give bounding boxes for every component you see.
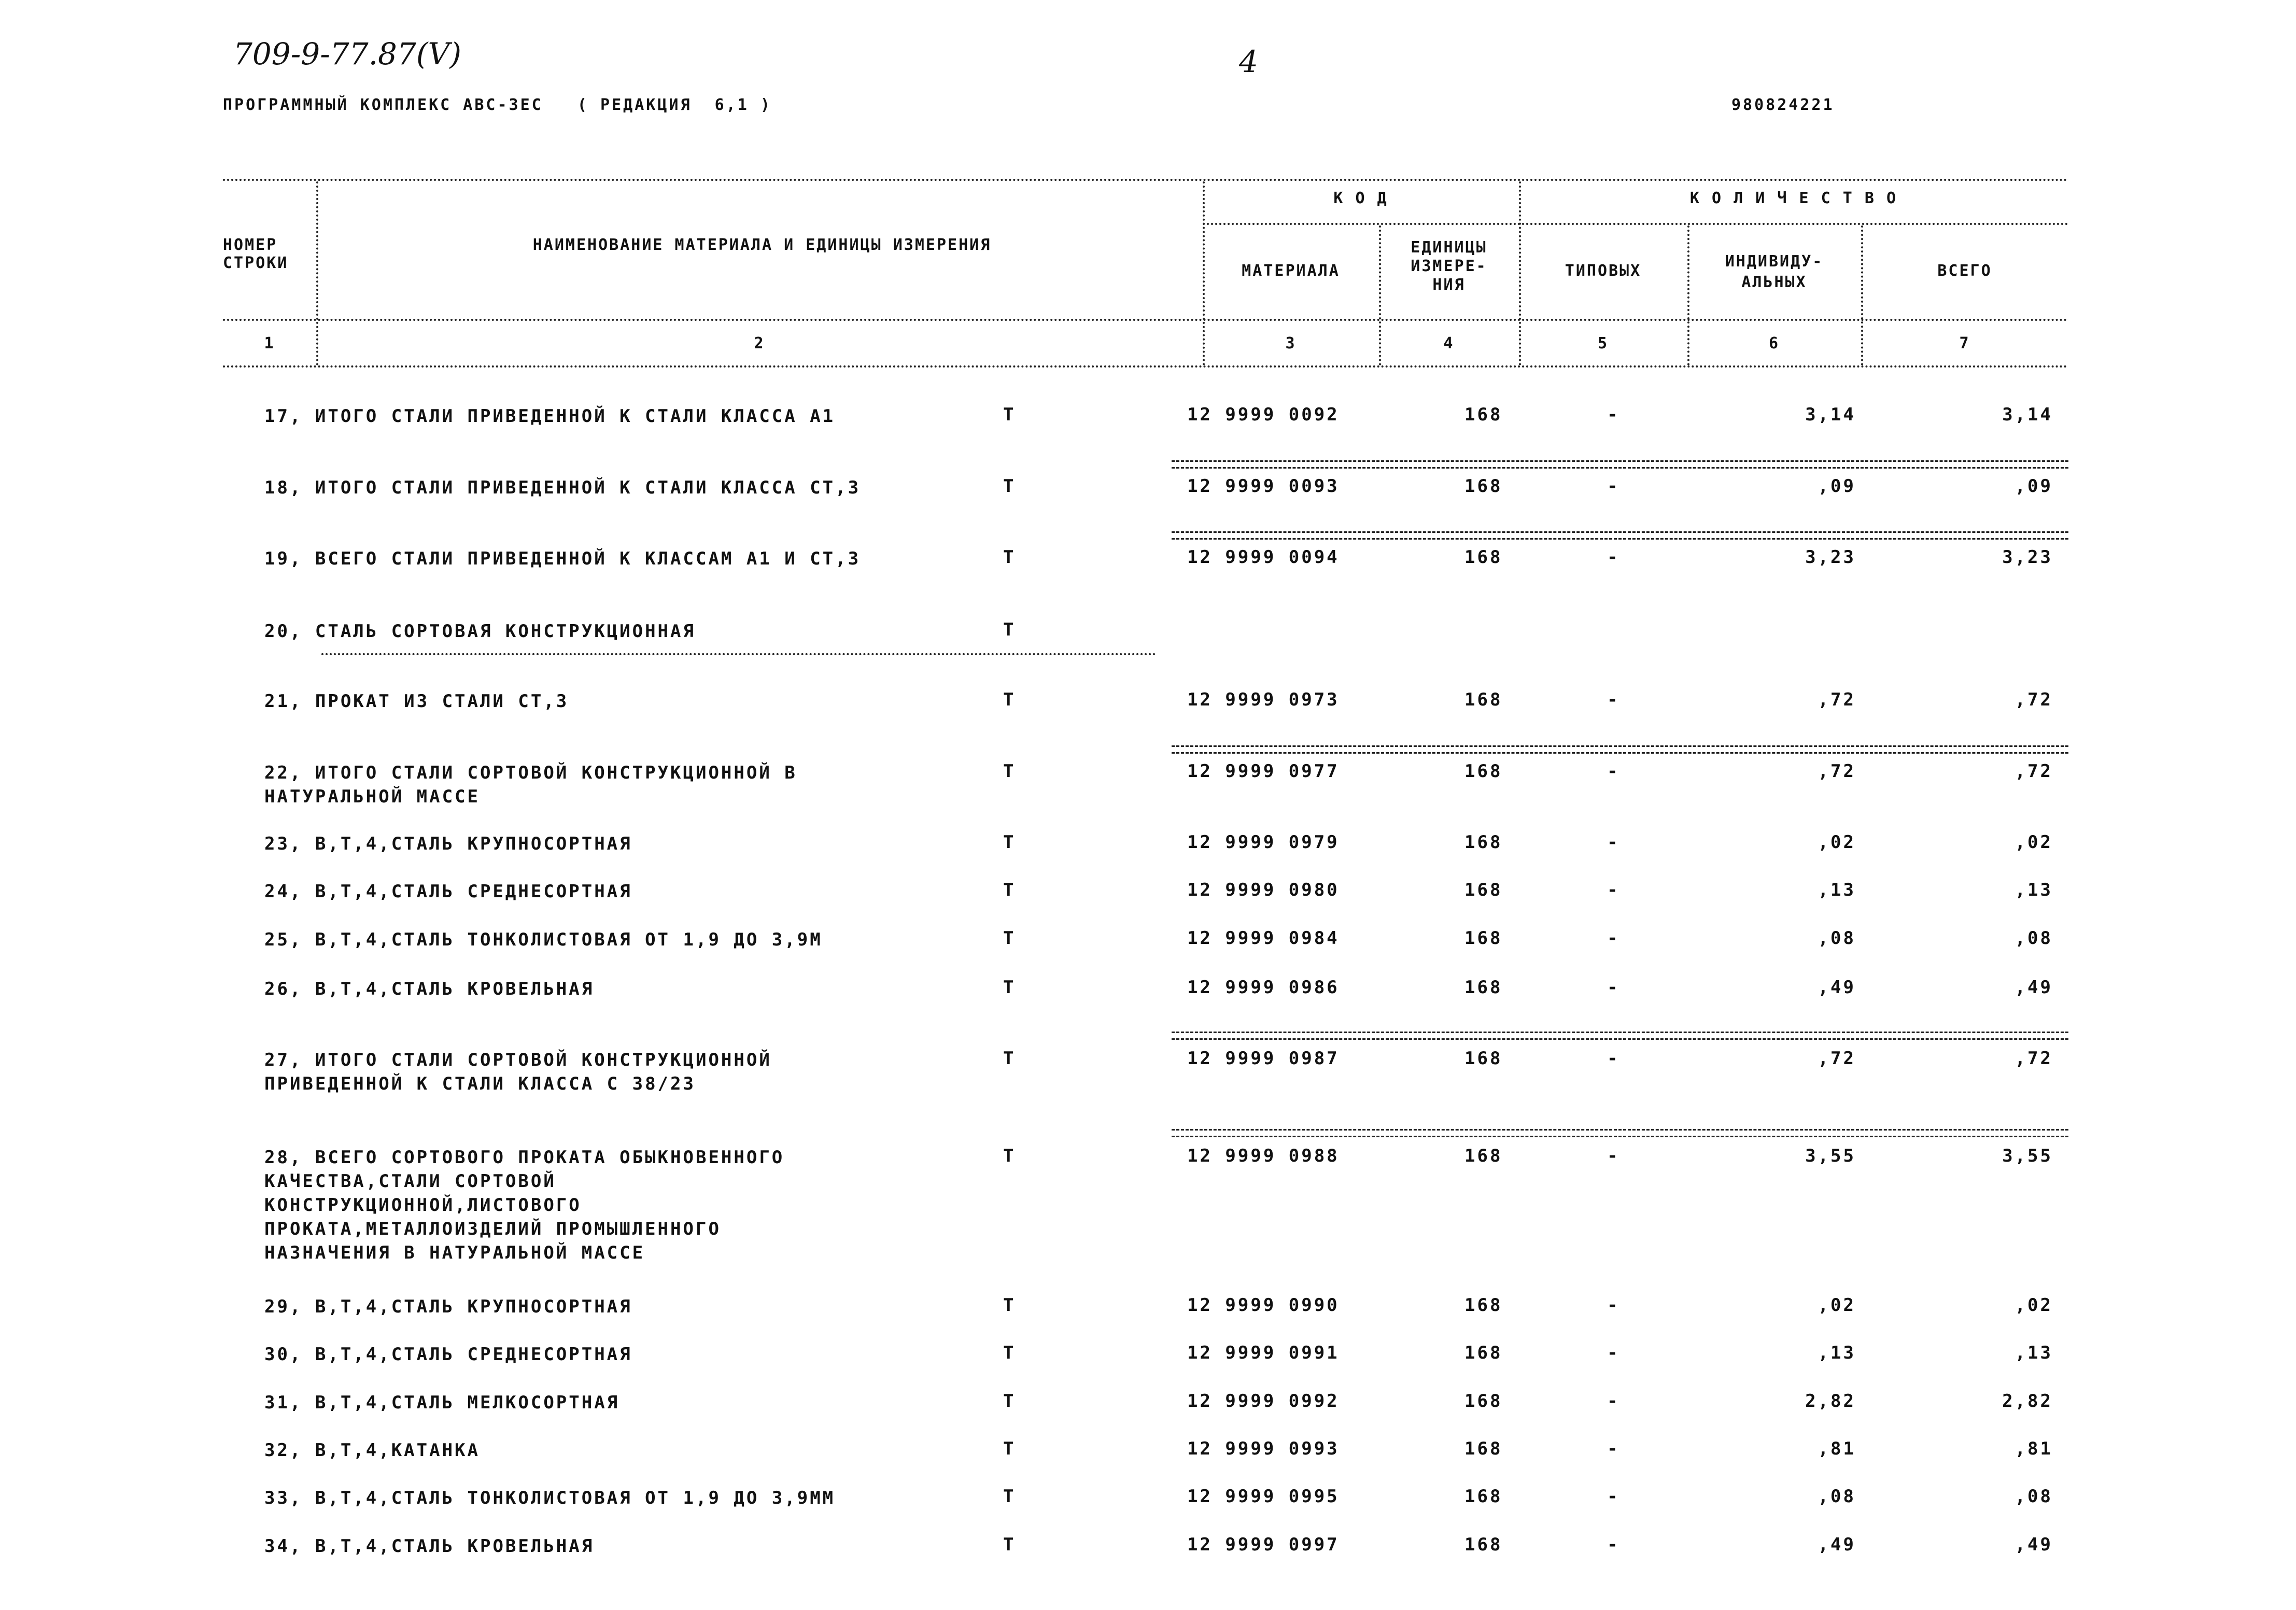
- colnum-6: 6: [1768, 334, 1780, 352]
- row-material-name: 28, ВСЕГО СОРТОВОГО ПРОКАТА ОБЫКНОВЕННОГО КАЧЕСТВА,СТАЛИ СОРТОВОЙ КОНСТРУКЦИОННОЙ,ЛИСТОВОГО ПРОКАТА,МЕТАЛЛОИЗДЕЛИЙ ПРОМЫШЛЕННОГО НАЗНАЧЕНИЯ В НАТУРАЛЬНОЙ МАССЕ: [264, 1147, 785, 1263]
- row-total: 3,55: [2002, 1146, 2053, 1166]
- row-unit-code: 168: [1464, 977, 1503, 998]
- row-total: ,09: [2015, 476, 2053, 497]
- row-material-name: 23, В,Т,4,СТАЛЬ КРУПНОСОРТНАЯ: [264, 834, 632, 854]
- row-unit-symbol: Т: [1003, 977, 1016, 998]
- row-individual: ,72: [1818, 761, 1856, 782]
- row-typical: -: [1607, 1295, 1620, 1316]
- row-individual: 2,82: [1805, 1391, 1856, 1411]
- table-row: [0, 761, 2296, 813]
- row-unit-symbol: Т: [1003, 1295, 1016, 1316]
- row-total: ,72: [2015, 1048, 2053, 1069]
- row-typical: -: [1607, 1391, 1620, 1411]
- table-row: [0, 1534, 2296, 1565]
- row-unit-symbol: Т: [1003, 832, 1016, 853]
- row-total: 3,14: [2002, 404, 2053, 425]
- row-individual: ,72: [1818, 1048, 1856, 1069]
- row-individual: ,49: [1818, 977, 1856, 998]
- row-unit-code: 168: [1464, 1146, 1503, 1166]
- row-material-name: 20, СТАЛЬ СОРТОВАЯ КОНСТРУКЦИОННАЯ: [264, 621, 696, 642]
- colnum-5: 5: [1597, 334, 1609, 352]
- row-unit-code: 168: [1464, 1048, 1503, 1069]
- row-material-code: 12 9999 0997: [1187, 1534, 1340, 1555]
- handwritten-page-number: 4: [1239, 44, 1258, 79]
- row-typical: -: [1607, 928, 1620, 949]
- total-separator: [1172, 745, 2068, 754]
- row-unit-code: 168: [1464, 1343, 1503, 1363]
- row-material-code: 12 9999 0977: [1187, 761, 1340, 782]
- row-material-code: 12 9999 0990: [1187, 1295, 1340, 1316]
- row-individual: ,09: [1818, 476, 1856, 497]
- table-row: [0, 880, 2296, 911]
- row-total: ,08: [2015, 928, 2053, 949]
- row-total: ,08: [2015, 1486, 2053, 1507]
- row-material-code: 12 9999 0995: [1187, 1486, 1340, 1507]
- row-unit-code: 168: [1464, 880, 1503, 900]
- row-material-code: 12 9999 0980: [1187, 880, 1340, 900]
- row-material-code: 12 9999 0993: [1187, 1438, 1340, 1459]
- header-mid-border: [1203, 223, 2068, 225]
- header-unit-code: ЕДИНИЦЫ ИЗМЕРЕ- НИЯ: [1411, 238, 1487, 294]
- row-unit-code: 168: [1464, 1391, 1503, 1411]
- row-unit-symbol: Т: [1003, 1486, 1016, 1507]
- total-separator: [1172, 460, 2068, 469]
- row-unit-symbol: Т: [1003, 1391, 1016, 1411]
- row-unit-symbol: Т: [1003, 547, 1016, 568]
- row-material-code: 12 9999 0093: [1187, 476, 1340, 497]
- row-material-code: 12 9999 0988: [1187, 1146, 1340, 1166]
- row-individual: ,08: [1818, 1486, 1856, 1507]
- colnum-2: 2: [754, 334, 765, 352]
- row-material-code: 12 9999 0973: [1187, 689, 1340, 710]
- row-individual: ,02: [1818, 1295, 1856, 1316]
- table-row: [0, 1146, 2296, 1270]
- row-unit-code: 168: [1464, 1295, 1503, 1316]
- row-individual: 3,23: [1805, 547, 1856, 568]
- row-total: ,72: [2015, 761, 2053, 782]
- row-individual: ,72: [1818, 689, 1856, 710]
- colnum-7: 7: [1959, 334, 1970, 352]
- row-individual: ,81: [1818, 1438, 1856, 1459]
- row-total: ,13: [2015, 1343, 2053, 1363]
- row-material-code: 12 9999 0992: [1187, 1391, 1340, 1411]
- row-unit-code: 168: [1464, 476, 1503, 497]
- row-material-name: 25, В,Т,4,СТАЛЬ ТОНКОЛИСТОВАЯ ОТ 1,9 ДО 3,9М: [264, 929, 823, 950]
- row-total: ,49: [2015, 977, 2053, 998]
- row-total: ,49: [2015, 1534, 2053, 1555]
- row-unit-symbol: Т: [1003, 1146, 1016, 1166]
- row-typical: -: [1607, 761, 1620, 782]
- row-unit-symbol: Т: [1003, 1534, 1016, 1555]
- row-material-name: 17, ИТОГО СТАЛИ ПРИВЕДЕННОЙ К СТАЛИ КЛАССА А1: [264, 406, 836, 427]
- colnum-3: 3: [1285, 334, 1297, 352]
- header-material-name: НАИМЕНОВАНИЕ МАТЕРИАЛА И ЕДИНИЦЫ ИЗМЕРЕНИЯ: [532, 236, 992, 254]
- row-material-name: 18, ИТОГО СТАЛИ ПРИВЕДЕННОЙ К СТАЛИ КЛАССА СТ,3: [264, 477, 861, 498]
- row-individual: 3,55: [1805, 1146, 1856, 1166]
- row-unit-symbol: Т: [1003, 1048, 1016, 1069]
- program-title: ПРОГРАММНЫЙ КОМПЛЕКС АВС-3ЕС ( РЕДАКЦИЯ 6,1 ): [223, 96, 772, 114]
- row-total: ,02: [2015, 832, 2053, 853]
- row-material-name: 33, В,Т,4,СТАЛЬ ТОНКОЛИСТОВАЯ ОТ 1,9 ДО 3,9ММ: [264, 1488, 836, 1508]
- row-typical: -: [1607, 832, 1620, 853]
- total-separator: [1172, 1129, 2068, 1137]
- row-unit-symbol: Т: [1003, 689, 1016, 710]
- section-underline: [321, 653, 1156, 655]
- header-code-group: К О Д: [1333, 189, 1388, 207]
- row-unit-code: 168: [1464, 1534, 1503, 1555]
- table-row: [0, 1343, 2296, 1374]
- row-unit-symbol: Т: [1003, 928, 1016, 949]
- row-typical: -: [1607, 1534, 1620, 1555]
- row-typical: -: [1607, 977, 1620, 998]
- row-material-name: 31, В,Т,4,СТАЛЬ МЕЛКОСОРТНАЯ: [264, 1392, 620, 1413]
- row-material-code: 12 9999 0984: [1187, 928, 1340, 949]
- print-code: 980824221: [1731, 96, 1835, 114]
- row-material-name: 30, В,Т,4,СТАЛЬ СРЕДНЕСОРТНАЯ: [264, 1344, 632, 1365]
- table-row: [0, 1391, 2296, 1422]
- total-separator: [1172, 531, 2068, 540]
- row-typical: -: [1607, 880, 1620, 900]
- row-typical: -: [1607, 476, 1620, 497]
- header-material-code: МАТЕРИАЛА: [1242, 262, 1340, 280]
- row-material-name: 22, ИТОГО СТАЛИ СОРТОВОЙ КОНСТРУКЦИОННОЙ В НАТУРАЛЬНОЙ МАССЕ: [264, 762, 797, 807]
- row-individual: ,08: [1818, 928, 1856, 949]
- table-row: [0, 689, 2296, 721]
- row-unit-symbol: Т: [1003, 476, 1016, 497]
- row-material-code: 12 9999 0092: [1187, 404, 1340, 425]
- row-unit-code: 168: [1464, 1438, 1503, 1459]
- row-typical: -: [1607, 404, 1620, 425]
- header-typical: ТИПОВЫХ: [1565, 262, 1642, 280]
- row-material-code: 12 9999 0979: [1187, 832, 1340, 853]
- table-row: [0, 1295, 2296, 1326]
- colnum-4: 4: [1443, 334, 1455, 352]
- row-total: ,13: [2015, 880, 2053, 900]
- row-material-name: 27, ИТОГО СТАЛИ СОРТОВОЙ КОНСТРУКЦИОННОЙ ПРИВЕДЕННОЙ К СТАЛИ КЛАССА С 38/23: [264, 1050, 772, 1094]
- row-material-name: 21, ПРОКАТ ИЗ СТАЛИ СТ,3: [264, 691, 569, 712]
- row-typical: -: [1607, 1146, 1620, 1166]
- row-total: 3,23: [2002, 547, 2053, 568]
- row-material-name: 34, В,Т,4,СТАЛЬ КРОВЕЛЬНАЯ: [264, 1536, 595, 1557]
- row-unit-code: 168: [1464, 1486, 1503, 1507]
- header-top-border: [223, 179, 2068, 181]
- header-individual: ИНДИВИДУ- АЛЬНЫХ: [1725, 252, 1824, 291]
- row-typical: -: [1607, 1343, 1620, 1363]
- row-material-code: 12 9999 0991: [1187, 1343, 1340, 1363]
- handwritten-document-code: 709-9-77.87(V): [233, 36, 461, 72]
- colnum-1: 1: [264, 334, 275, 352]
- total-separator: [1172, 1032, 2068, 1040]
- row-material-name: 24, В,Т,4,СТАЛЬ СРЕДНЕСОРТНАЯ: [264, 881, 632, 902]
- table-row: [0, 977, 2296, 1008]
- row-typical: -: [1607, 1048, 1620, 1069]
- table-row: [0, 619, 2296, 651]
- row-total: ,81: [2015, 1438, 2053, 1459]
- row-unit-code: 168: [1464, 404, 1503, 425]
- header-row-number: НОМЕР СТРОКИ: [223, 236, 289, 272]
- row-typical: -: [1607, 547, 1620, 568]
- header-quantity-group: К О Л И Ч Е С Т В О: [1689, 189, 1898, 207]
- row-material-name: 26, В,Т,4,СТАЛЬ КРОВЕЛЬНАЯ: [264, 979, 595, 999]
- row-total: 2,82: [2002, 1391, 2053, 1411]
- row-unit-code: 168: [1464, 547, 1503, 568]
- row-material-code: 12 9999 0094: [1187, 547, 1340, 568]
- row-material-name: 32, В,Т,4,КАТАНКА: [264, 1440, 480, 1461]
- row-typical: -: [1607, 689, 1620, 710]
- colnum-bottom-border: [223, 365, 2068, 368]
- row-unit-symbol: Т: [1003, 1343, 1016, 1363]
- row-material-name: 19, ВСЕГО СТАЛИ ПРИВЕДЕННОЙ К КЛАССАМ А1 И СТ,3: [264, 548, 861, 569]
- table-row: [0, 1438, 2296, 1470]
- row-individual: ,13: [1818, 1343, 1856, 1363]
- table-row: [0, 1486, 2296, 1517]
- row-individual: ,49: [1818, 1534, 1856, 1555]
- row-individual: 3,14: [1805, 404, 1856, 425]
- row-unit-symbol: Т: [1003, 619, 1016, 640]
- row-individual: ,13: [1818, 880, 1856, 900]
- row-unit-symbol: Т: [1003, 1438, 1016, 1459]
- row-typical: -: [1607, 1486, 1620, 1507]
- header-total: ВСЕГО: [1937, 262, 1992, 280]
- row-unit-symbol: Т: [1003, 761, 1016, 782]
- row-unit-code: 168: [1464, 689, 1503, 710]
- row-total: ,02: [2015, 1295, 2053, 1316]
- table-row: [0, 832, 2296, 863]
- row-material-name: 29, В,Т,4,СТАЛЬ КРУПНОСОРТНАЯ: [264, 1296, 632, 1317]
- row-unit-code: 168: [1464, 928, 1503, 949]
- table-row: [0, 476, 2296, 507]
- table-row: [0, 547, 2296, 578]
- row-unit-code: 168: [1464, 832, 1503, 853]
- row-unit-symbol: Т: [1003, 880, 1016, 900]
- row-typical: -: [1607, 1438, 1620, 1459]
- row-unit-code: 168: [1464, 761, 1503, 782]
- header-bottom-border: [223, 319, 2068, 321]
- table-row: [0, 404, 2296, 435]
- table-row: [0, 928, 2296, 959]
- row-unit-symbol: Т: [1003, 404, 1016, 425]
- row-individual: ,02: [1818, 832, 1856, 853]
- row-material-code: 12 9999 0986: [1187, 977, 1340, 998]
- row-total: ,72: [2015, 689, 2053, 710]
- table-row: [0, 1048, 2296, 1100]
- row-material-code: 12 9999 0987: [1187, 1048, 1340, 1069]
